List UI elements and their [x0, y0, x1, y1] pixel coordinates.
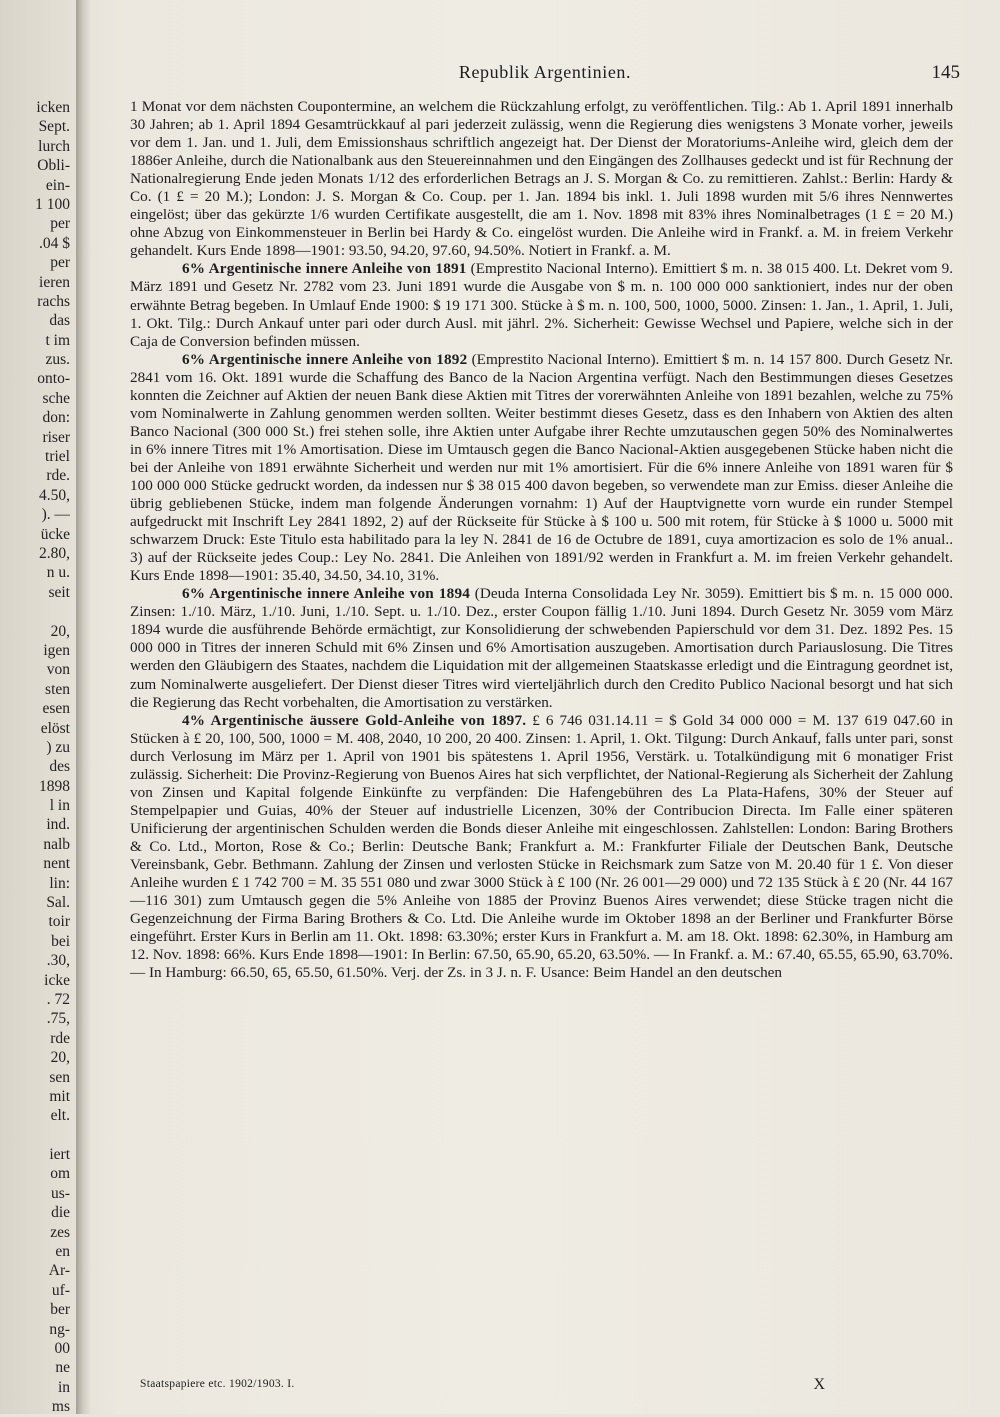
section-1897: 4% Argentinische äussere Gold-Anleihe von 1897. £ 6 746 031.14.11 = $ Gold 34 000 000 = M. 137 619 047.60 in Stücken à £ 20, 100, 500, 1000 = M. 408, 2040, 10 200, 20 400. Zinsen: 1. April, 1. Okt. Tilgung: Durch Ankauf, falls unter pari, sonst durch Verlosung im März per 1. April von 1901 bis spätestens 1. April 1956, Verstärk. u. Totalkündigung mit 6 monatiger Frist zulässig. Sicherheit: Die Provinz-Regierung von Buenos Aires hat sich verpflichtet, der National-Regierung als Sicherheit der Zahlung von Zinsen und Kapital folgende Einkünfte zu verpfänden: Die Hafengebühren des La Plata-Hafens, 30% der Steuer auf Stempelpapier und Guias, 40% der Steuer auf industrielle Licenzen, 30% der Contribucion Directa. Im Falle einer späteren Unificierung der argentinischen Schulden werden die Bonds dieser Anleihe mit eingeschlossen. Zahlstellen: London: Baring Brothers & Co. Ltd., Morton, Rose & Co.; Berlin: Deutsche Bank; Frankfurt a. M.: Frankfurter Filiale der Deutschen Bank, Deutsche Vereinsbank, Gebr. Bethmann. Zahlung der Zinsen und verlosten Stücke in Reichsmark zum Satze von M. 20.40 für 1 £. Von dieser Anleihe wurden £ 1 742 700 = M. 35 551 080 und zwar 3000 Stück à £ 100 (Nr. 26 001—29 000) und 72 135 Stück à £ 20 (Nr. 44 167—116 301) zum Umtausch gegen die 5% Anleihe von 1885 der Provinz Buenos Aires verwendet; diese Stücke tragen nicht die Gegenzeichnung der Firma Baring Brothers & Co. Ltd. Die Anleihe wurde im Oktober 1898 an der Berliner und Frankfurter Börse eingeführt. Erster Kurs in Berlin am 11. Okt. 1898: 63.30%; erster Kurs in Frankfurt a. M. am 18. Okt. 1898: 62.30%, in Hamburg am 12. Nov. 1898: 66%. Kurs Ende 1898—1901: In Berlin: 67.50, 65.90, 65.20, 63.50%. — In Frankf. a. M.: 67.40, 65.55, 65.90, 63.70%. — In Hamburg: 66.50, 65, 65.50, 61.50%. Verj. der Zs. in 3 J. n. F. Usance: Beim Handel an den deutschen [130, 711, 953, 982]
footer-sheet-mark: X [813, 1376, 825, 1393]
fragment-line: n u. [46, 564, 70, 582]
fragment-line: t im [45, 331, 70, 349]
fragment-line: Ar- [48, 1262, 70, 1280]
fragment-line: bei [51, 932, 70, 950]
fragment-line: die [51, 1204, 70, 1222]
fragment-line: en [55, 1243, 70, 1261]
fragment-line: zus. [45, 351, 70, 369]
fragment-line: seit [48, 583, 70, 601]
fragment-line: Obli- [37, 157, 70, 175]
fragment-line: triel [45, 448, 70, 466]
fragment-line: das [49, 312, 70, 330]
paragraph-continuation: 1 Monat vor dem nächsten Coupontermine, an welchem die Rückzahlung erfolgt, zu veröffentlichen. Tilg.: Ab 1. April 1891 innerhalb 30 Jahren; ab 1. April 1894 Gesamtrückkauf al pari jederzeit zulässig, wenn die Regierung dies wenigstens 3 Monate vorher, jeweils vor dem 1. Jan. und 1. Juli, dem Emissionshaus schriftlich angezeigt hat. Der Dienst der Moratoriums-Anleihe wird, gleich dem der 1886er Anleihe, durch die Nationalbank aus den Steuereinnahmen und den Eingängen des Zollhauses gedeckt und ist für Rechnung der Nationalregierung Ende jeden Monats 1/12 des erforderlichen Betrags an J. S. Morgan & Co. zu remittieren. Zahlst.: Berlin: Hardy & Co. (1 £ = 20 M.); London: J. S. Morgan & Co. Coup. per 1. Jan. 1894 bis inkl. 1. Juli 1898 wurden mit 5/6 ihres Nennwertes eingelöst; über das gekürzte 1/6 wurden Certifikate ausgestellt, die am 1. Nov. 1898 mit 83% ihres Nominalbetrages (1 £ = 20 M.) ohne Abzug von Einkommensteuer in Berlin bei Hardy & Co. eingelöst wurden. Die Anleihe wird in Frankf. a. M. in freiem Verkehr gehandelt. Kurs Ende 1898—1901: 93.50, 94.20, 97.60, 94.50%. Notiert in Frankf. a. M. [130, 98, 953, 260]
fragment-line: lin: [49, 874, 70, 892]
fragment-line: sche [42, 389, 70, 407]
fragment-line [2, 602, 70, 621]
fragment-line: don: [42, 409, 70, 427]
fragment-line: ieren [39, 273, 70, 291]
fragment-line: lurch [38, 137, 70, 155]
fragment-line: 4.50, [39, 486, 70, 504]
page-footer [130, 1376, 953, 1398]
fragment-line: mit [49, 1087, 70, 1105]
fragment-line: elöst [40, 719, 70, 737]
fragment-line: 1898 [39, 777, 70, 795]
fragment-line: des [49, 758, 70, 776]
fragment-line: 00 [54, 1340, 70, 1357]
section-heading: 4% Argentinische äussere Gold-Anleihe von 1897. [182, 711, 527, 729]
previous-page-fragment [2, 98, 70, 1417]
fragment-line: ber [50, 1301, 70, 1319]
section-heading: 6% Argentinische innere Anleihe von 1891 [182, 260, 467, 278]
fragment-line: icken [36, 99, 70, 116]
fragment-line: esen [42, 700, 70, 718]
fragment-line: per [50, 215, 70, 233]
fragment-line: igen [43, 641, 70, 659]
section-1891: 6% Argentinische innere Anleihe von 1891 (Emprestito Nacional Interno). Emittiert $ m. n. 38 015 400. Lt. Dekret vom 9. März 1891 und Gesetz Nr. 2782 vom 23. Juni 1891 wurde die Ausgabe von $ m. n. 100 000 000 sanktioniert, indes nur der oben erwähnte Betrag begeben. In Umlauf Ende 1900: $ 19 171 300. Stücke à $ m. n. 100, 500, 1000, 5000. Zinsen: 1. Jan., 1. April, 1. Juli, 1. Okt. Tilg.: Durch Ankauf unter pari oder durch Ausl. mit jährl. 2%. Sicherheit: Gewisse Wechsel und Papiere, welche sich in der Caja de Conversion befinden müssen. [130, 260, 953, 350]
section-heading: 6% Argentinische innere Anleihe von 1892 [182, 350, 468, 368]
fragment-line: rde [50, 1029, 70, 1047]
section-heading: 6% Argentinische innere Anleihe von 1894 [182, 585, 471, 603]
fragment-line: zes [50, 1223, 70, 1241]
fragment-line: rachs [37, 292, 70, 310]
running-title: Republik Argentinien. [458, 62, 632, 82]
fragment-line: toir [48, 913, 70, 931]
fragment-line: per [50, 254, 70, 272]
fragment-line: us- [51, 1184, 70, 1202]
fragment-line: om [50, 1165, 70, 1183]
fragment-line: iert [49, 1146, 70, 1164]
book-gutter [76, 0, 90, 1414]
fragment-line: Sept. [38, 118, 70, 136]
fragment-line: von [46, 661, 70, 679]
fragment-line: . 72 [46, 990, 70, 1008]
fragment-line: ms [51, 1398, 70, 1416]
fragment-line: 2.80, [39, 544, 70, 562]
fragment-line: 1 100 [35, 195, 70, 213]
fragment-line: onto- [37, 370, 70, 388]
fragment-line: l in [49, 797, 70, 815]
fragment-line: nalb [43, 835, 70, 853]
main-text [130, 98, 953, 982]
fragment-line: .04 $ [39, 234, 70, 252]
fragment-line: nent [43, 855, 70, 873]
fragment-line: sen [49, 1068, 70, 1086]
footer-signature: Staatspapiere etc. 1902/1903. I. [140, 1378, 295, 1390]
fragment-line: uf- [51, 1281, 70, 1299]
fragment-line: ne [55, 1359, 70, 1377]
fragment-line: 20, [50, 1049, 70, 1067]
page-number: 145 [931, 62, 960, 83]
section-1894: 6% Argentinische innere Anleihe von 1894 (Deuda Interna Consolidada Ley Nr. 3059). Emittiert bis $ m. n. 15 000 000. Zinsen: 1./10. März, 1./10. Juni, 1./10. Sept. u. 1./10. Dez., erster Coupon fällig 1./10. Juni 1894. Durch Gesetz Nr. 3059 vom März 1894 wurde die ausführende Behörde ermächtigt, zur Konsolidierung der schwebenden Papierschuld vor dem 31. Dez. 1892 Pes. 15 000 000 in Titres der inneren Schuld mit 6% Zinsen und 6% Amortisation auszugeben. Amortisation durch Pariauslosung. Die Titres werden den Gläubigern des Staates, nachdem die Liquidation mit der allgemeinen Staatskasse erledigt und die Eintragung geordnet ist, zum Nominalwerte ausgeliefert. Der Dienst dieser Titres wird vierteljährlich durch den Credito Publico Nacional besorgt und hat sich die Regierung das Recht vorbehalten, die Amortisation zu verstärken. [130, 585, 954, 711]
fragment-line: riser [42, 428, 70, 446]
fragment-line: in [57, 1378, 70, 1396]
fragment-line: ng- [49, 1320, 70, 1338]
fragment-line [2, 1126, 70, 1145]
fragment-line: ) zu [46, 738, 70, 756]
fragment-line: elt. [50, 1107, 70, 1125]
fragment-line: Sal. [46, 894, 70, 912]
fragment-line: ind. [46, 816, 70, 834]
fragment-line: ücke [40, 525, 70, 543]
fragment-line: ). — [41, 506, 70, 524]
section-1892: 6% Argentinische innere Anleihe von 1892 (Emprestito Nacional Interno). Emittiert $ m. n. 14 157 800. Durch Gesetz Nr. 2841 vom 16. Okt. 1891 wurde die Schaffung des Banco de la Nacion Argentina verfügt. Nach den Bestimmungen dieses Gesetzes konnten die Zeichner auf Aktien der neuen Bank diese Aktien mit Titres der vorerwähnten Anleihe von 1891 bezahlen, welche zu 75% vom Nominalwerte in Zahlung genommen werden sollten. Weiter bestimmt dieses Gesetz, dass es den Inhabern von Aktien des alten Banco Nacional (300 000 St.) frei stehen solle, ihre Aktien unter Aufgabe ihrer Rechte umzutauschen gegen 50% des Nominalwertes in 6% innere Titres mit 1% Amortisation. Diese im Umtausch gegen die Banco Nacional-Aktien ausgegebenen Stücke haben nicht die bei der Anleihe von 1891 erwähnte Sicherheit und werden nur mit 1% amortisiert. Für die 6% innere Anleihe von 1891 waren für $ 100 000 000 Stücke gedruckt worden, da indessen nur $ 38 015 400 davon begeben, so verwendete man zur Emiss. dieser Anleihe die übrig gebliebenen Stücke, indem man folgende Änderungen vornahm: 1) Auf der Hauptvignette vorn wurde ein runder Stempel aufgedruckt mit Inschrift Ley 2841 1892, 2) auf der Rückseite für Stücke à $ 100 u. 500 mit rotem, für Stücke à $ 1000 u. 5000 mit schwarzem Druck: Este Titulo esta habilitado para la ley N. 2841 de 16 de Octubre de 1891, cuya amortizacion es solo de 1% anual.. 3) auf der Rückseite jedes Coup.: Ley No. 2841. Die Anleihen von 1891/92 werden in Frankfurt a. M. im freien Verkehr gehandelt. Kurs Ende 1898—1901: 35.40, 34.50, 34.10, 31%. [130, 350, 953, 585]
fragment-line: .30, [46, 952, 70, 970]
fragment-line: sten [45, 680, 70, 698]
fragment-line: icke [44, 971, 70, 989]
fragment-line: 20, [50, 622, 70, 640]
page-header [130, 62, 960, 86]
fragment-line: .75, [46, 1010, 70, 1028]
fragment-line: ein- [45, 176, 70, 194]
fragment-line: rde. [46, 467, 70, 485]
